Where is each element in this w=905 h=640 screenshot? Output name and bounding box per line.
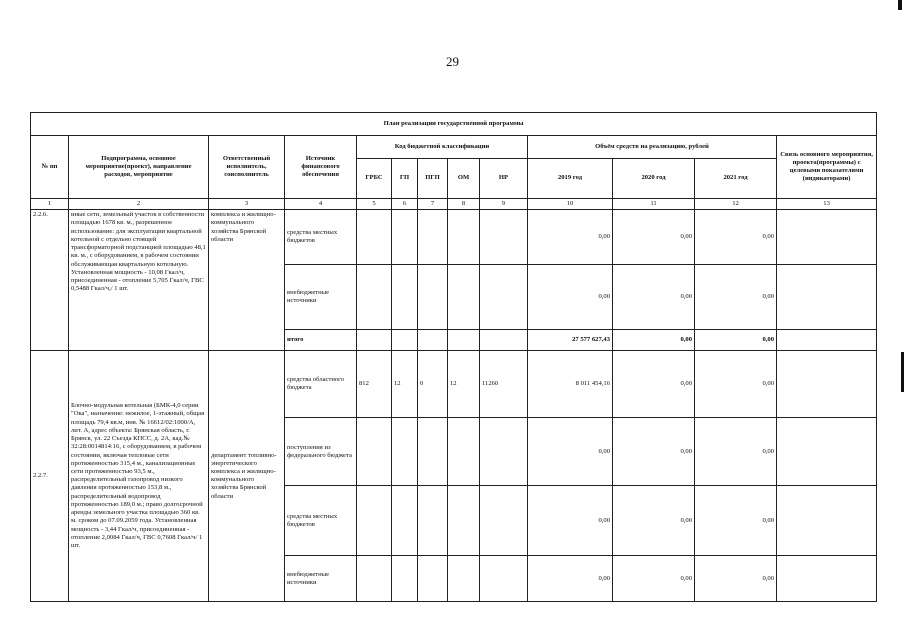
header-2020: 2020 год: [613, 159, 695, 199]
value-2019: 8 011 454,16: [528, 351, 613, 418]
value-2020: 0,00: [613, 210, 695, 265]
value-2019: 0,00: [528, 556, 613, 602]
source-regional: средства областного бюджета: [285, 351, 357, 418]
total-2019: 27 577 627,43: [528, 330, 613, 351]
header-volume: Объём средств на реализацию, рублей: [528, 136, 777, 159]
source-extrabudget: внебюджетные источники: [285, 556, 357, 602]
header-om: ОМ: [448, 159, 480, 199]
code-pgp: 0: [418, 351, 448, 418]
source-local: средства местных бюджетов: [285, 210, 357, 265]
col-number: 9: [480, 199, 528, 210]
total-2021: 0,00: [695, 330, 777, 351]
header-grbs: ГРБС: [357, 159, 392, 199]
value-2020: 0,00: [613, 486, 695, 556]
value-2020: 0,00: [613, 265, 695, 330]
value-2020: 0,00: [613, 418, 695, 486]
value-2021: 0,00: [695, 486, 777, 556]
code-nr: 11260: [480, 351, 528, 418]
program-plan-table: [30, 112, 877, 602]
code-om: 12: [448, 351, 480, 418]
col-number: 1: [31, 199, 69, 210]
row-num-2-2-6: 2.2.6.: [31, 210, 69, 351]
value-2019: 0,00: [528, 418, 613, 486]
code-gp: 12: [392, 351, 418, 418]
col-number: 11: [613, 199, 695, 210]
col-number: 5: [357, 199, 392, 210]
col-number: 4: [285, 199, 357, 210]
header-name: Подпрограмма, основное мероприятие(проект), направление расходов, мероприятие: [69, 136, 209, 199]
value-2019: 0,00: [528, 265, 613, 330]
row-resp-2-2-7: департамент топливно-энергетического комплекса и жилищно-коммунального хозяйства Брянской области: [209, 351, 285, 602]
total-label: итого: [285, 330, 357, 351]
col-number: 10: [528, 199, 613, 210]
row-name-2-2-7: Блочно-модульная котельная (БМК-4,0 серии "Ока", назначение: нежилое, 1-этажный, общая площадь 79,4 кв.м, инв. № 16612/02:1000/А, лит. А, адрес объекта: Брянская область, г. Брянск, ул. 22 Съезда КПСС, д. 2А, кад.№ 32:28:0014814:16, с оборудованием, в рабочем состоянии, включая тепловые сети протяженностью 315,4 м., канализационные сети протяженностью 93,5 м., распределительный газопровод низкого давления протяженностью 153,8 м., распределительный водопровод протяженностью 189,0 м.; право долгосрочной аренды земельного участка площадью 360 кв. м. сроком до 07.09.2059 года. Установленная мощность - 3,44 Гкал/ч, присоединенная - отопление 2,0084 Гкал/ч, ГВС 0,7608 Гкал/ч/ 1 шт.: [69, 351, 209, 602]
header-nr: НР: [480, 159, 528, 199]
source-extrabudget: внебюджетные источники: [285, 265, 357, 330]
header-resp: Ответственный исполнитель, соисполнитель: [209, 136, 285, 199]
col-number: 2: [69, 199, 209, 210]
code-grbs: 812: [357, 351, 392, 418]
col-number: 7: [418, 199, 448, 210]
value-2020: 0,00: [613, 556, 695, 602]
col-number: 8: [448, 199, 480, 210]
value-2021: 0,00: [695, 556, 777, 602]
header-source: Источник финансового обеспечения: [285, 136, 357, 199]
value-2020: 0,00: [613, 351, 695, 418]
header-link: Связь основного мероприятия, проекта(программы) с целевыми показателями (индикаторами): [777, 136, 877, 199]
row-name-2-2-6: иные сети, земельный участок в собственности площадью 1678 кв. м., разрешенное использование: для эксплуатации квартальной котельной с отдельно стоящей трансформаторной подстанцией площадью 48,1 кв. м., с оборудованием, в рабочем состоянии обслуживающая квартальную котельную. Установленная мощность - 10,08 Гкал/ч, присоединенная - отопление 5,705 Гкал/ч, ГВС 0,5488 Гкал/ч,/ 1 шт.: [69, 210, 209, 351]
scan-edge-mark: [898, 0, 902, 10]
value-2019: 0,00: [528, 486, 613, 556]
source-local: средства местных бюджетов: [285, 486, 357, 556]
scan-edge-mark: [901, 352, 904, 392]
row-num-2-2-7: 2.2.7.: [31, 351, 69, 602]
value-2021: 0,00: [695, 351, 777, 418]
header-gp: ГП: [392, 159, 418, 199]
header-2021: 2021 год: [695, 159, 777, 199]
value-2021: 0,00: [695, 210, 777, 265]
col-number: 12: [695, 199, 777, 210]
total-2020: 0,00: [613, 330, 695, 351]
header-pgp: ПГП: [418, 159, 448, 199]
col-number: 3: [209, 199, 285, 210]
row-resp-2-2-6: комплекса и жилищно-коммунального хозяйства Брянской области: [209, 210, 285, 351]
header-2019: 2019 год: [528, 159, 613, 199]
header-budget-code: Код бюджетной классификации: [357, 136, 528, 159]
page-number: 29: [446, 54, 459, 69]
source-federal: поступления из федерального бюджета: [285, 418, 357, 486]
col-number: 6: [392, 199, 418, 210]
value-2019: 0,00: [528, 210, 613, 265]
col-number: 13: [777, 199, 877, 210]
value-2021: 0,00: [695, 265, 777, 330]
header-num: № пп: [31, 136, 69, 199]
value-2021: 0,00: [695, 418, 777, 486]
table-title: План реализации государственной программы: [31, 113, 877, 136]
